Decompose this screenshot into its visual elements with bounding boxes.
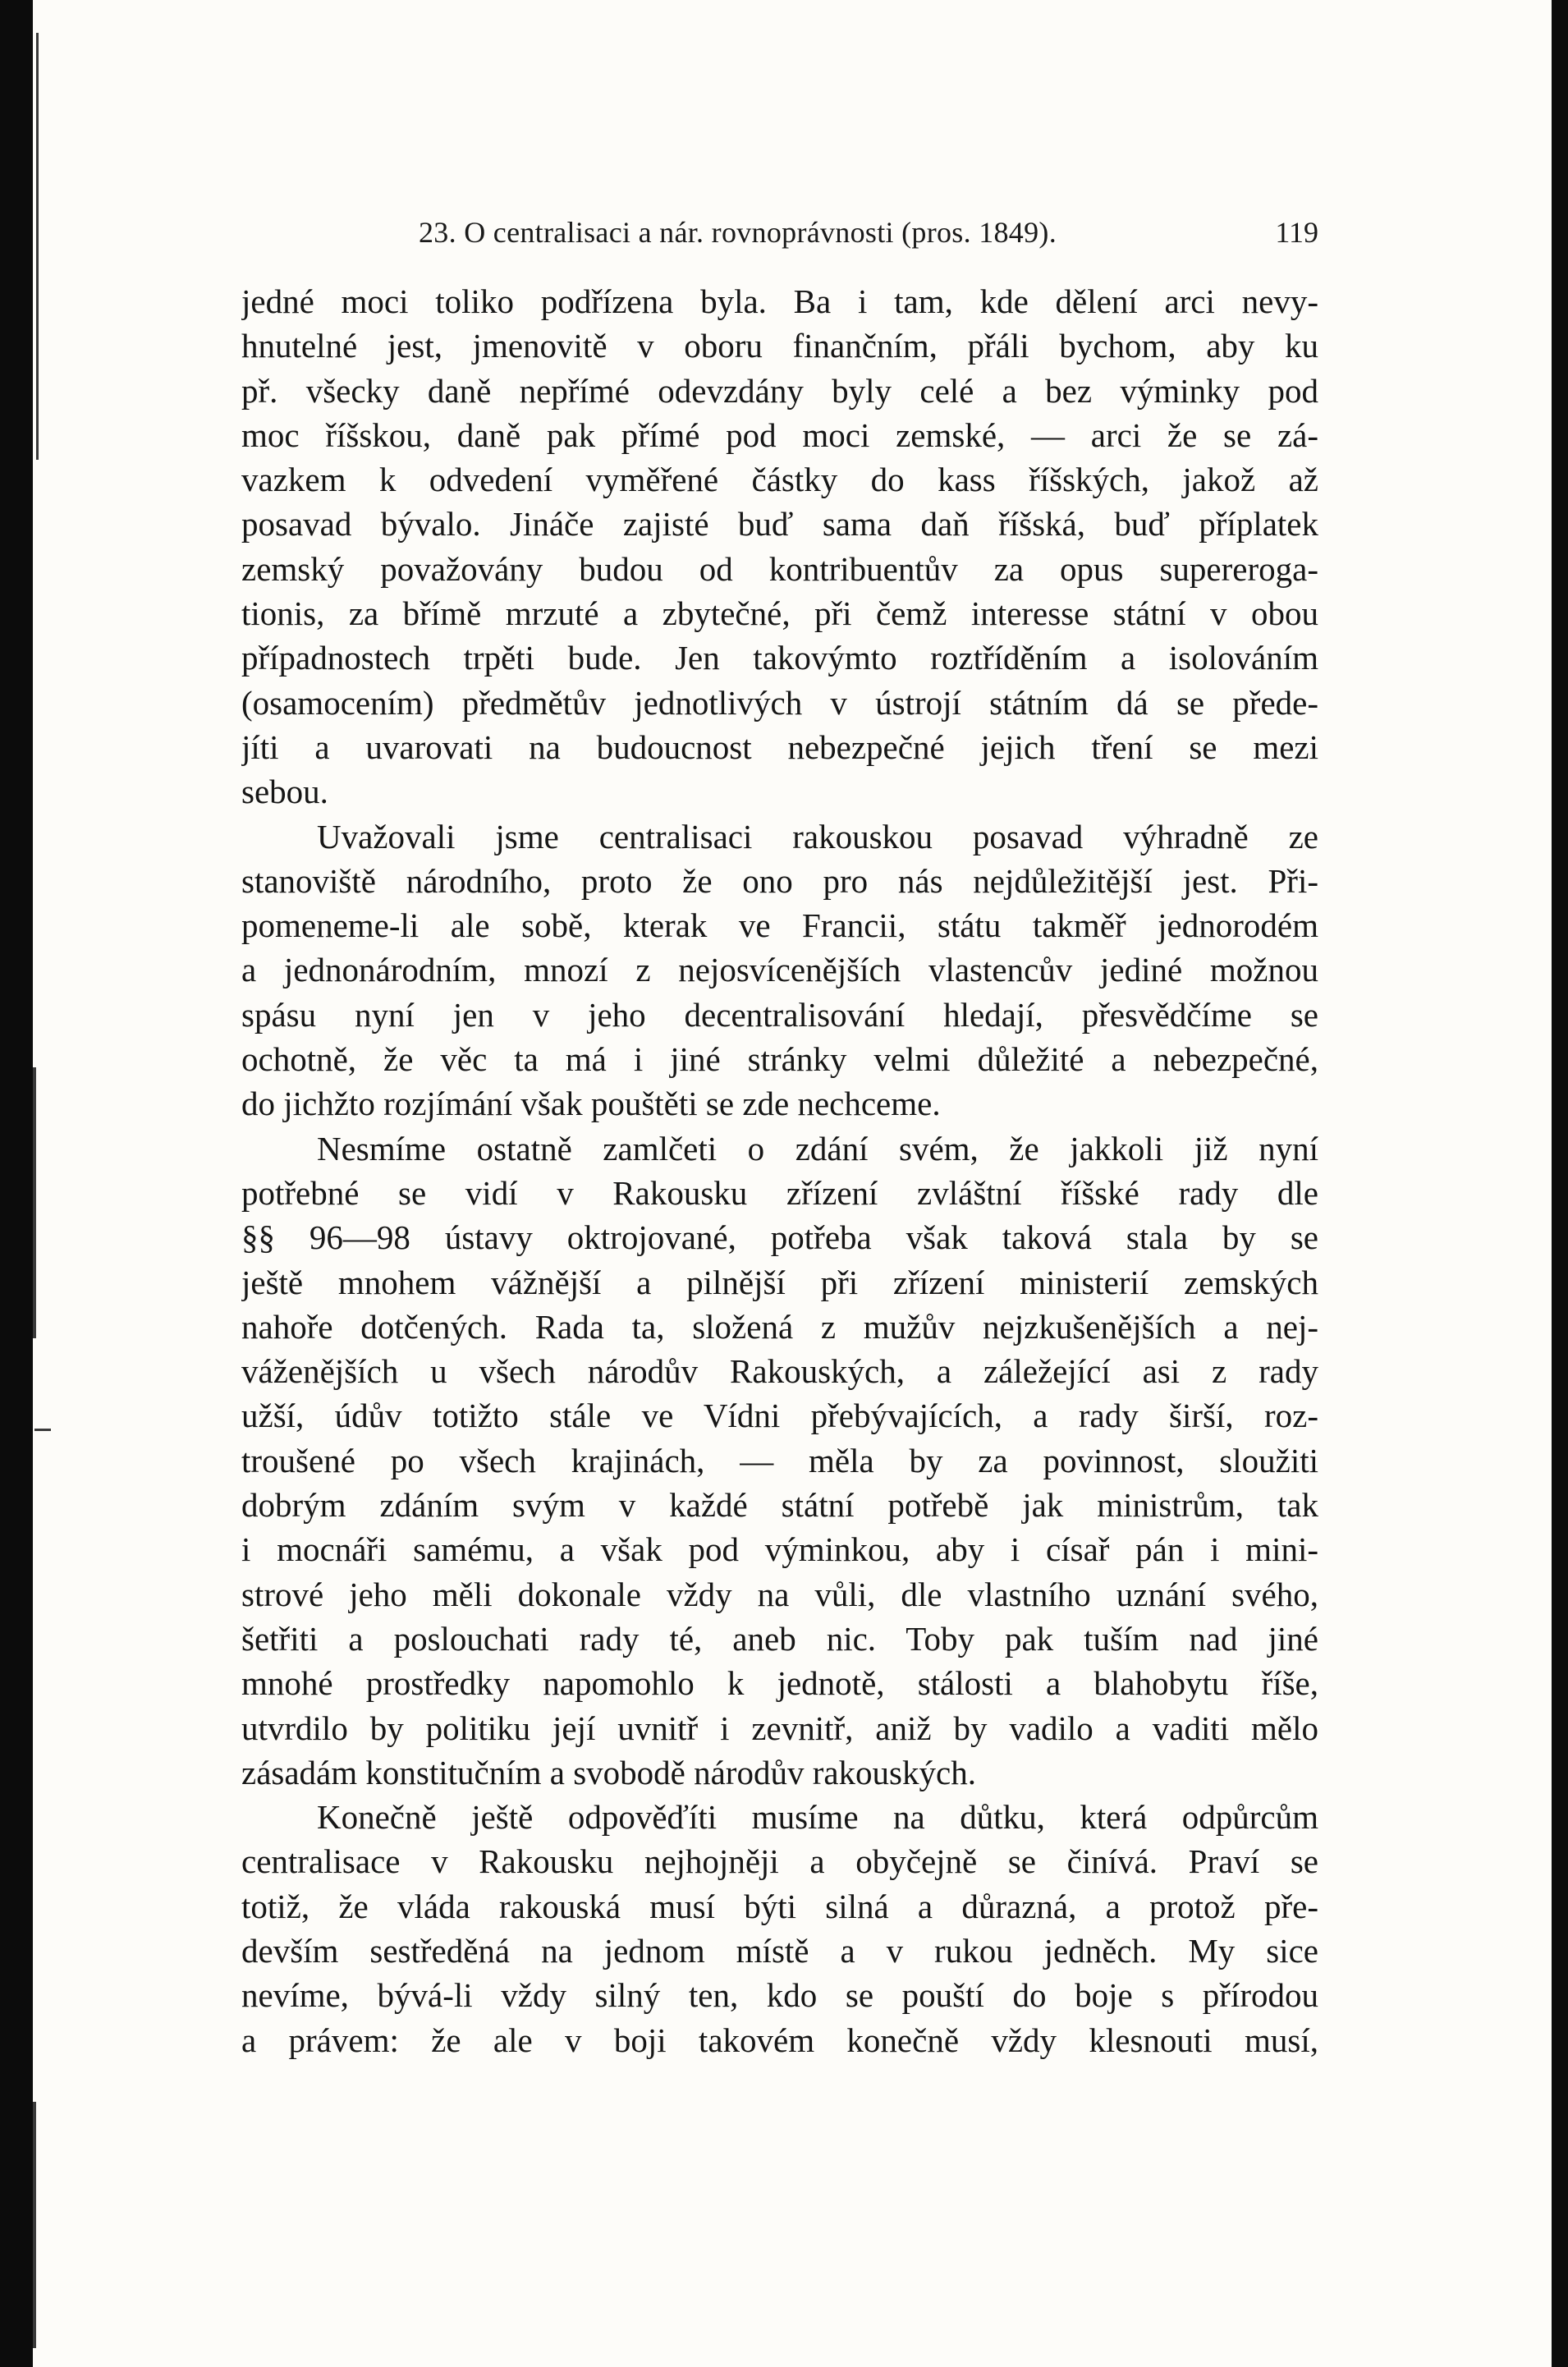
text-line: totiž, že vláda rakouská musí býti silná a důrazná, a protož pře- (241, 1887, 1318, 1925)
page-header (241, 215, 1318, 256)
paragraph (241, 1126, 1318, 1795)
text-line: dobrým zdáním svým v každé státní potřebě jak ministrům, tak (241, 1486, 1318, 1525)
text-line: váženějších u všech národův Rakouských, a záležející asi z rady (241, 1352, 1318, 1391)
paragraph (241, 279, 1318, 814)
text-line: nahoře dotčených. Rada ta, složená z mužův nejzkušenějších a nej- (241, 1307, 1318, 1346)
text-line: potřebné se vidí v Rakousku zřízení zvláštní říšské rady dle (241, 1173, 1318, 1212)
text-line: vazkem k odvedení vyměřené částky do kass říšských, jakož až (241, 461, 1318, 499)
text-line: troušené po všech krajinách, — měla by za povinnost, sloužiti (241, 1441, 1318, 1479)
text-line: jedné moci toliko podřízena byla. Ba i tam, kde dělení arci nevy- (241, 282, 1318, 320)
text-line: případnostech trpěti bude. Jen takovýmto roztříděním a isolováním (241, 639, 1318, 677)
text-line: zásadám konstitučním a svobodě národův rakouských. (241, 1753, 976, 1791)
binding-edge-mark (33, 2102, 36, 2348)
book-page (33, 0, 1552, 2367)
text-line: stanoviště národního, proto že ono pro nás nejdůležitější jest. Při- (241, 861, 1318, 900)
text-line: nevíme, bývá-li vždy silný ten, kdo se pouští do boje s přírodou (241, 1976, 1318, 2015)
text-line: devším sestředěná na jednom místě a v rukou jedněch. My sice (241, 1931, 1318, 1970)
text-line: zemský považovány budou od kontribuentův za opus supererogа- (241, 549, 1318, 588)
text-line: do jichžto rozjímání však pouštěti se zde nechceme. (241, 1085, 941, 1123)
running-title: 23. O centralisaci a nár. rovnoprávnosti (pros. 1849). (419, 216, 1057, 249)
page-number: 119 (1275, 216, 1318, 249)
text-line: ochotně, že věc ta má i jiné stránky velmi důležité a nebezpečné, (241, 1040, 1318, 1079)
text-line: př. všecky daně nepřímé odevzdány byly celé a bez výminky pod (241, 371, 1318, 410)
paragraph (241, 1795, 1318, 2062)
text-line: jíti a uvarovati na budoucnost nebezpečné jejich tření se mezi (241, 727, 1318, 766)
text-line: strové jeho měli dokonale vždy na vůli, dle vlastního uznání svého, (241, 1575, 1318, 1613)
text-line: i mocnáři samému, a však pod výminkou, aby i císař pán i mini- (241, 1530, 1318, 1569)
text-line: Uvažovali jsme centralisaci rakouskou posavad výhradně ze (317, 817, 1318, 856)
text-line: utvrdilo by politiku její uvnitř i zevnitř, aniž by vadilo a vaditi mělo (241, 1709, 1318, 1747)
text-line: centralisace v Rakousku nejhojněji a obyčejně se činívá. Praví se (241, 1842, 1318, 1881)
text-line: posavad bývalo. Jináče zajisté buď sama daň říšská, buď příplatek (241, 505, 1318, 544)
body-text (241, 279, 1318, 2062)
binding-edge-mark (34, 1429, 51, 1431)
text-line: Konečně ještě odpověďíti musíme na důtku, která odpůrcům (317, 1798, 1318, 1837)
text-line: šetřiti a poslouchati rady té, aneb nic. Toby pak tuším nad jiné (241, 1619, 1318, 1658)
text-line: mnohé prostředky napomohlo k jednotě, stálosti a blahobytu říše, (241, 1664, 1318, 1703)
binding-edge-mark (33, 1067, 36, 1338)
text-line: (osamocením) předmětův jednotlivých v ústrojí státním dá se přede- (241, 683, 1318, 722)
text-line: Nesmíme ostatně zamlčeti o zdání svém, že jakkoli již nyní (317, 1129, 1318, 1167)
text-line: a právem: že ale v boji takovém konečně vždy klesnouti musí, (241, 2021, 1318, 2059)
text-line: pomeneme-li ale sobě, kterak ve Francii, státu takměř jednorodém (241, 906, 1318, 945)
text-line: tionis, za břímě mrzuté a zbytečné, při čemž interesse státní v obou (241, 594, 1318, 633)
text-line: spásu nyní jen v jeho decentralisování hledají, přesvědčíme se (241, 995, 1318, 1034)
paragraph (241, 814, 1318, 1126)
text-line: sebou. (241, 773, 328, 811)
text-line: §§ 96—98 ústavy oktrojované, potřeba však taková stala by se (241, 1218, 1318, 1257)
text-line: ještě mnohem vážnější a pilnější při zřízení ministerií zemských (241, 1263, 1318, 1301)
text-line: užší, údův totižto stále ve Vídni přebývajících, a rady širší, roz- (241, 1397, 1318, 1435)
text-line: hnutelné jest, jmenovitě v oboru finančním, přáli bychom, aby ku (241, 327, 1318, 365)
binding-edge-mark (36, 33, 39, 460)
text-line: a jednonárodním, mnozí z nejosvícenějších vlastencův jediné možnou (241, 951, 1318, 989)
text-line: moc říšskou, daně pak přímé pod moci zemské, — arci že se zá- (241, 415, 1318, 454)
